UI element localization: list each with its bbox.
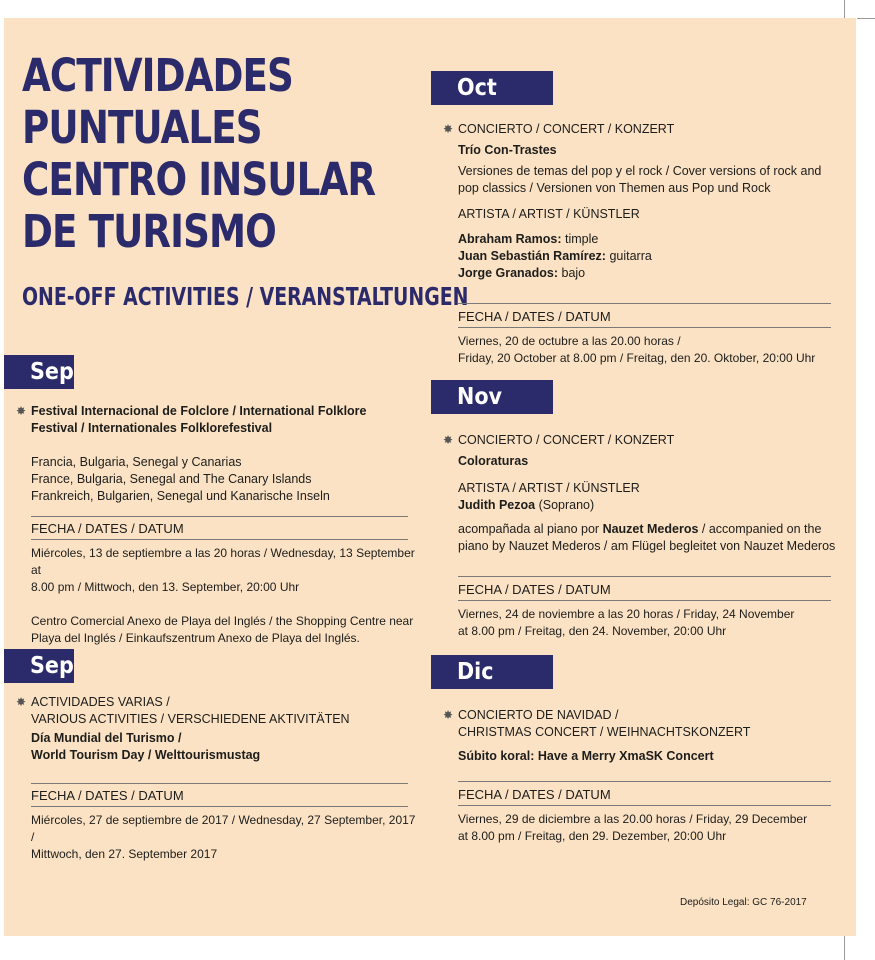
artist-line [458,248,838,265]
countries-es: Francia, Bulgaria, Senegal y Canarias [31,455,242,469]
month-badge-sep: Sep [4,649,74,683]
date-line: at 8.00 pm / Freitag, den 24. November, 20:00 Uhr [458,624,727,638]
artist-role: guitarra [605,249,652,263]
accompaniment [458,521,843,538]
artist-role: bajo [558,266,586,280]
artist-name: Judith Pezoa [458,498,536,512]
bullet-star-icon: ✸ [443,708,454,722]
divider [458,805,831,806]
title-line: ACTIVIDADES [22,49,293,102]
event-title: World Tourism Day / Welttourismustag [31,748,261,762]
divider [458,600,831,601]
event-category: CONCIERTO / CONCERT / KONZERT [458,433,675,447]
title-line: CENTRO INSULAR [22,153,376,206]
date-line: Viernes, 20 de octubre a las 20.00 horas / [458,334,681,348]
dates-label: FECHA / DATES / DATUM [458,582,611,597]
bullet-star-icon: ✸ [16,404,27,418]
text: / accompanied on the [698,522,822,536]
place-line: Playa del Inglés / Einkaufszentrum Anexo de Playa del Inglés. [31,631,360,645]
event-folklore [16,403,411,505]
event-dates [458,333,848,367]
event-category: ACTIVIDADES VARIAS / [31,695,170,709]
countries-de: Frankreich, Bulgarien, Senegal und Kanarische Inseln [31,489,330,503]
artist-name: Jorge Granados: [458,266,559,280]
artist-name: Juan Sebastián Ramírez: [458,249,606,263]
legal-deposit: Depósito Legal: GC 76-2017 [680,897,807,908]
event-title: Día Mundial del Turismo / [31,731,182,745]
artist-role: (Soprano) [535,498,595,512]
artist-label: ARTISTA / ARTIST / KÜNSTLER [458,481,640,495]
event-dates [31,812,416,863]
divider [458,303,831,304]
crop-mark [844,936,845,960]
event-category: VARIOUS ACTIVITIES / VERSCHIEDENE AKTIVITÄTEN [31,712,350,726]
accompaniment: piano by Nauzet Mederos / am Flügel begleitet von Nauzet Mederos [458,539,836,553]
month-badge-sep: Sep [4,355,74,389]
event-trio [443,121,838,282]
divider [31,539,408,540]
date-line: Miércoles, 13 de septiembre a las 20 horas / Wednesday, 13 September at [31,546,415,577]
divider [31,783,408,784]
date-line: Viernes, 24 de noviembre a las 20 horas / Friday, 24 November [458,607,795,621]
event-category: CHRISTMAS CONCERT / WEIHNACHTSKONZERT [458,725,751,739]
artist-label: ARTISTA / ARTIST / KÜNSTLER [458,207,640,221]
date-line: Friday, 20 October at 8.00 pm / Freitag, den 20. Oktober, 20:00 Uhr [458,351,816,365]
divider [458,781,831,782]
crop-mark [844,0,845,18]
dates-label: FECHA / DATES / DATUM [31,788,184,803]
artist-line [458,265,838,282]
artist-line [458,231,838,248]
event-christmas [443,707,843,765]
month-badge-oct: Oct [431,71,553,105]
event-dates [31,545,416,647]
date-line: 8.00 pm / Mittwoch, den 13. September, 20:00 Uhr [31,580,300,594]
artist-line [458,497,843,514]
divider [31,806,408,807]
event-description: pop classics / Versionen von Themen aus Pop und Rock [458,181,771,195]
divider [458,576,831,577]
dates-label: FECHA / DATES / DATUM [31,521,184,536]
bullet-star-icon: ✸ [443,122,454,136]
event-dates [458,811,848,845]
place-line: Centro Comercial Anexo de Playa del Inglés / the Shopping Centre near [31,614,414,628]
month-badge-nov: Nov [431,380,553,414]
date-line: Mittwoch, den 27. September 2017 [31,847,218,861]
event-coloraturas [443,432,843,555]
month-badge-dic: Dic [431,655,553,689]
event-category: CONCIERTO / CONCERT / KONZERT [458,122,675,136]
event-dates [458,606,848,640]
page-subtitle: ONE-OFF ACTIVITIES / VERANSTALTUNGEN [22,282,469,311]
page-title [22,50,390,258]
artist-name: Abraham Ramos: [458,232,562,246]
title-line: PUNTUALES [22,101,262,154]
event-title: Trío Con-Trastes [458,143,557,157]
title-line: DE TURISMO [22,205,276,258]
event-title: Súbito koral: Have a Merry XmaSK Concert [458,749,714,763]
divider [31,516,408,517]
date-line: Viernes, 29 de diciembre a las 20.00 horas / Friday, 29 December [458,812,808,826]
bullet-star-icon: ✸ [443,433,454,447]
event-category: CONCIERTO DE NAVIDAD / [458,708,619,722]
accompanist-name: Nauzet Mederos [602,522,699,536]
dates-label: FECHA / DATES / DATUM [458,309,611,324]
event-description: Versiones de temas del pop y el rock / Cover versions of rock and [458,164,822,178]
event-title: Festival / Internationales Folklorefestival [31,421,273,435]
crop-mark [857,18,875,19]
divider [458,327,831,328]
countries-en: France, Bulgaria, Senegal and The Canary Islands [31,472,312,486]
dates-label: FECHA / DATES / DATUM [458,787,611,802]
text: acompañada al piano por [458,522,603,536]
date-line: Miércoles, 27 de septiembre de 2017 / Wednesday, 27 September, 2017 / [31,813,416,844]
artist-role: timple [561,232,599,246]
event-title: Festival Internacional de Folclore / International Folklore [31,404,367,418]
bullet-star-icon: ✸ [16,695,27,709]
event-title: Coloraturas [458,454,529,468]
date-line: at 8.00 pm / Freitag, den 29. Dezember, 20:00 Uhr [458,829,727,843]
event-tourism-day [16,694,411,764]
